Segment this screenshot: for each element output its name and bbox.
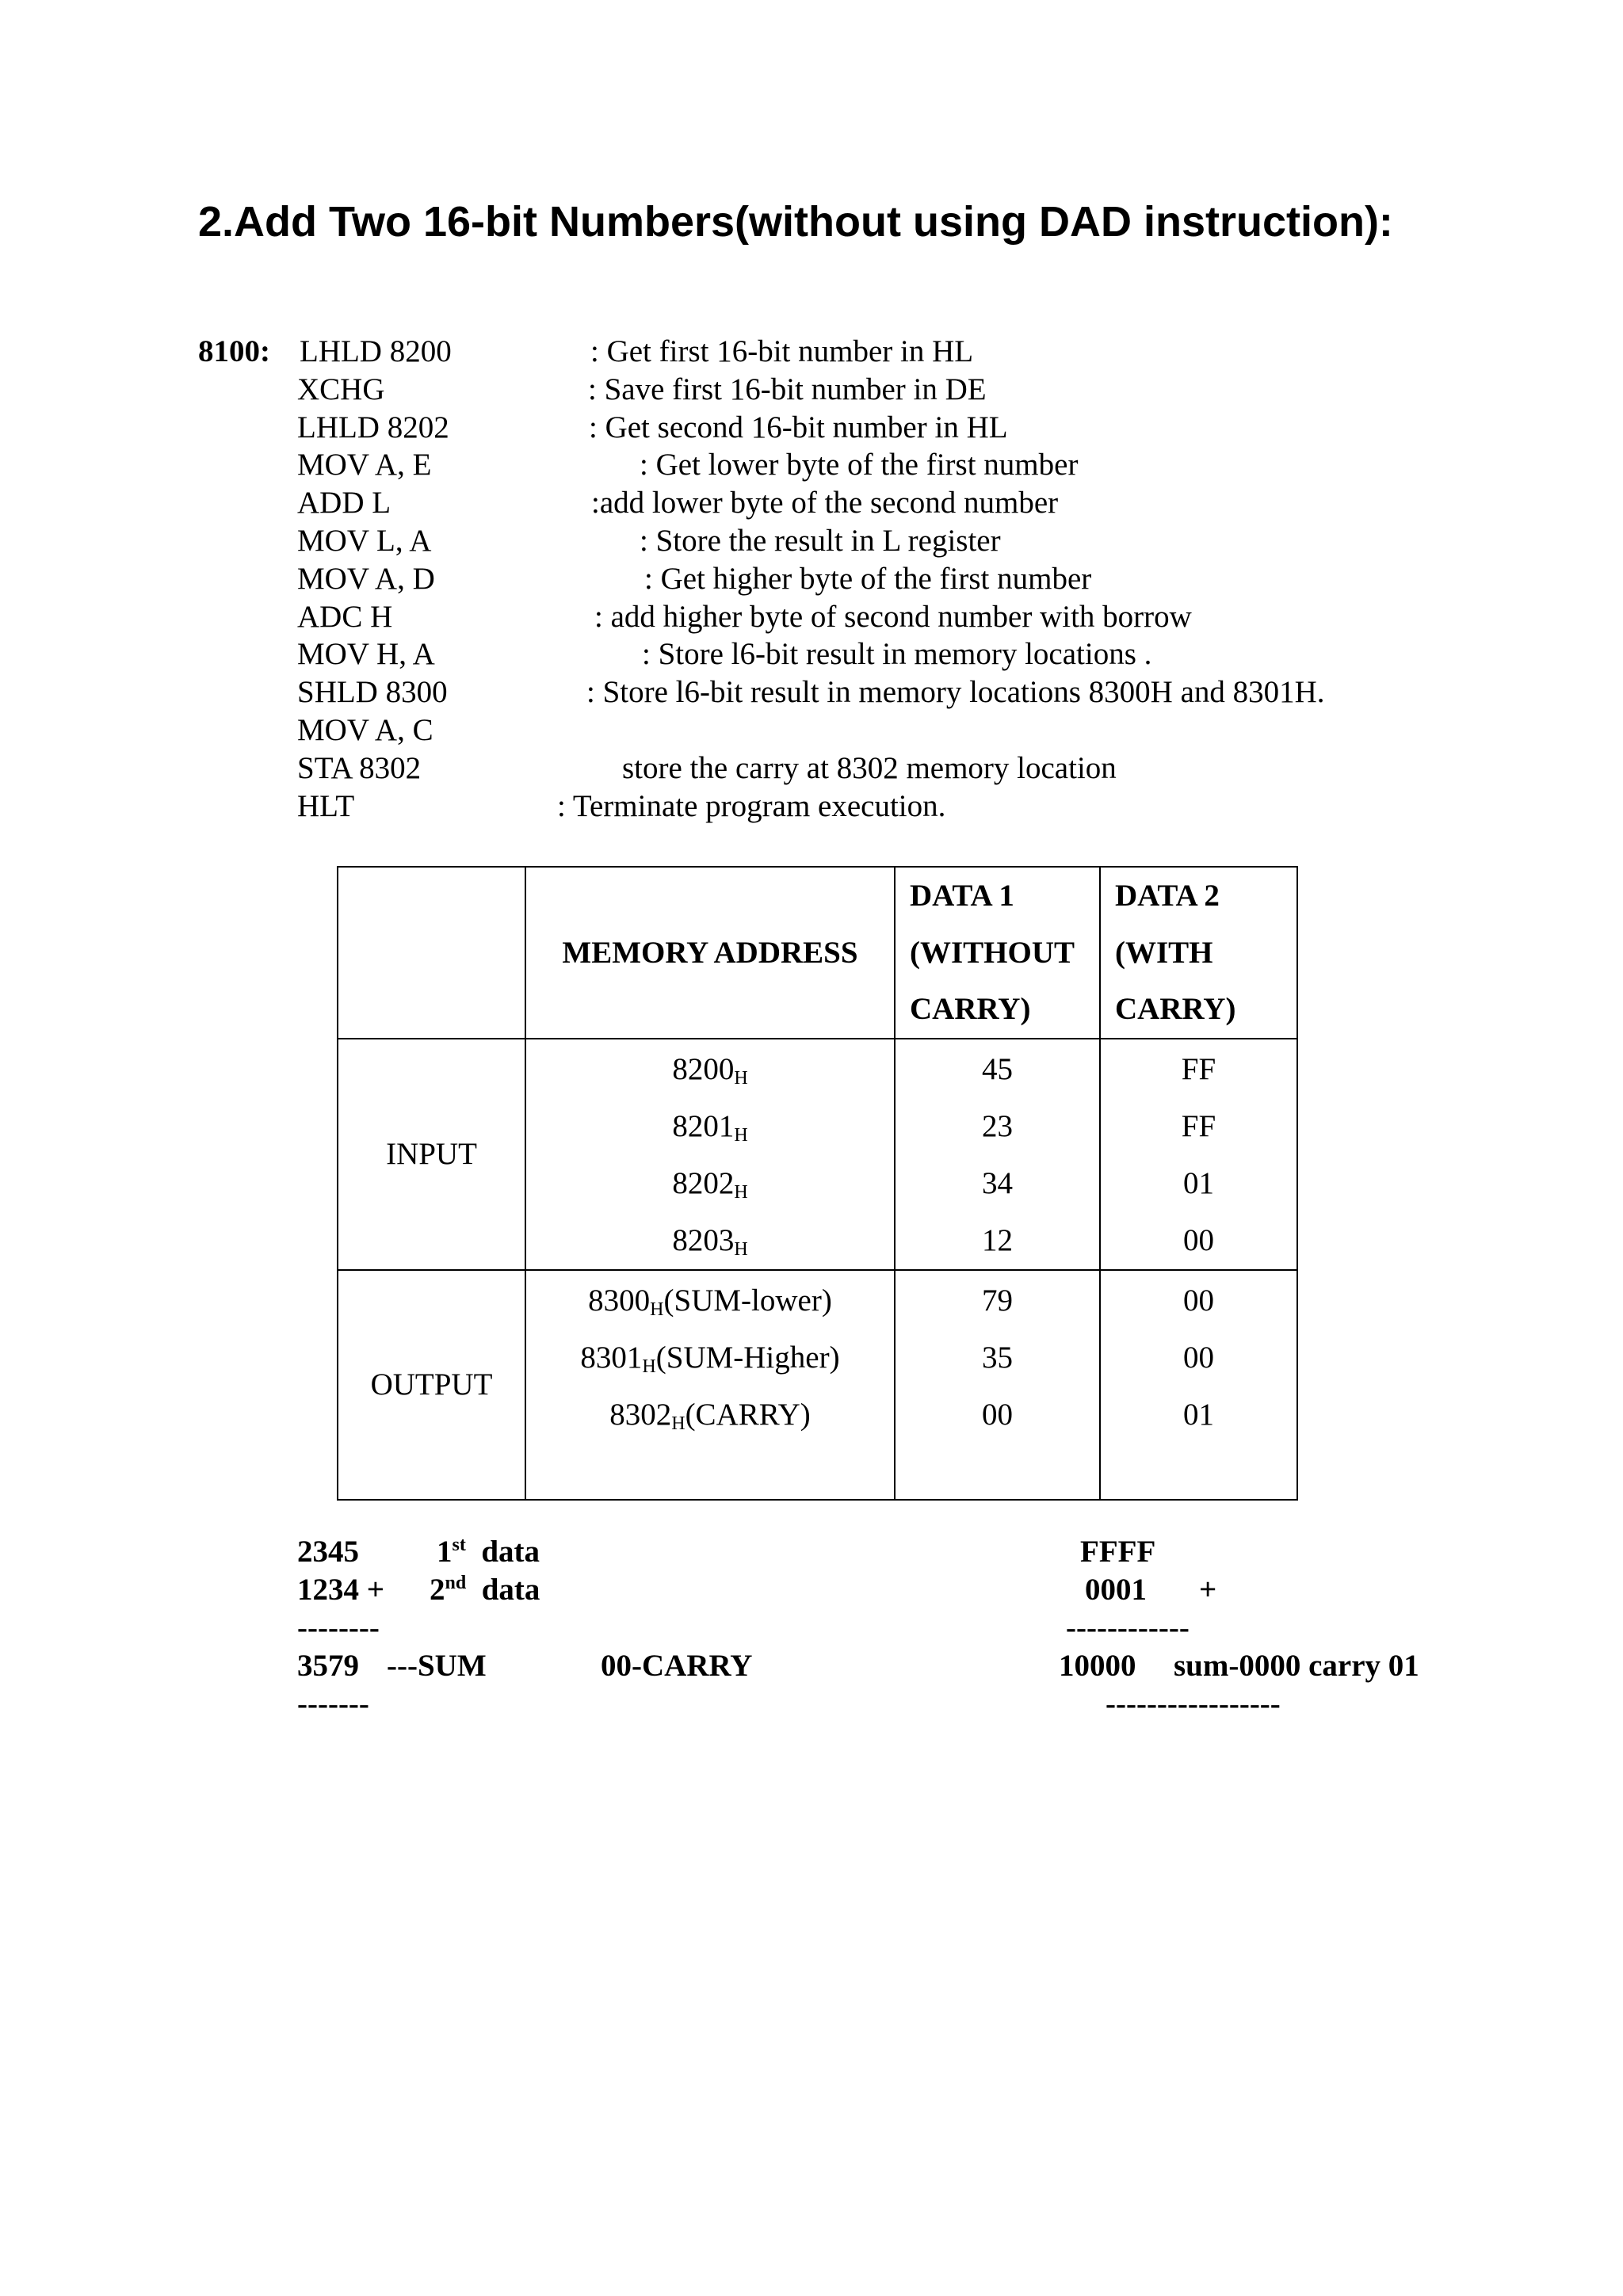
instruction: MOV A, D [297,561,435,596]
program-listing [0,333,1623,825]
program-line [0,711,1623,749]
header-data1-line: CARRY) [910,992,1031,1026]
header-data2 [1100,867,1297,1039]
instruction: MOV H, A [297,637,435,672]
instruction: MOV A, E [297,448,432,482]
comment: store the carry at 8302 memory location [622,750,1117,785]
data2-value: 01 [1183,1397,1214,1432]
program-line [0,560,1623,598]
header-data2-line: DATA 2 [1115,879,1220,913]
table-row-input [338,1039,1297,1270]
data1-value: 79 [982,1283,1013,1318]
comment: : Terminate program execution. [557,788,946,823]
output-label: OUTPUT [338,1270,525,1500]
program-line [0,484,1623,522]
program-line [0,522,1623,560]
calc-row [0,1533,1623,1571]
address-cell: $8203_H$ [672,1222,748,1260]
data1-value: 35 [982,1340,1013,1375]
instruction: SHLD 8300 [297,675,448,710]
calculation-section [0,1533,1623,1723]
sum-value: 3579 [297,1649,359,1683]
input-label: INPUT [338,1039,525,1270]
program-line [0,749,1623,788]
data2-value: 00 [1183,1222,1214,1257]
comment: : Save first 16-bit number in DE [588,372,987,406]
header-data2-line: CARRY) [1115,992,1236,1026]
right-result: 10000 [1059,1649,1136,1683]
address-cell: $8200_H$ [672,1051,748,1089]
right-result-label: sum-0000 carry 01 [1174,1649,1419,1683]
header-data1 [895,867,1100,1039]
comment: : add higher byte of second number with borrow [594,599,1192,634]
address-cell: $8302_H(CARRY)$ [609,1397,811,1434]
data1-value: 00 [982,1397,1013,1432]
address-cell: $8202_H$ [672,1165,748,1203]
program-line [0,371,1623,409]
second-number: 1234 + [297,1573,384,1607]
right-second-number: 0001 [1085,1573,1147,1607]
data1-value: 23 [982,1108,1013,1143]
first-number: 2345 [297,1535,359,1569]
program-line [0,333,1623,371]
address-cell: $8201_H$ [672,1108,748,1146]
program-line [0,446,1623,484]
output-data2 [1100,1270,1297,1500]
comment: : Store l6-bit result in memory locations 8300H and 8301H. [586,675,1325,710]
comment: : Get first 16-bit number in HL [590,334,974,368]
comment: : Get higher byte of the first number [644,561,1092,596]
instruction: XCHG [297,372,385,406]
header-empty-cell [338,867,525,1039]
input-data2 [1100,1039,1297,1270]
header-data1-line: (WITHOUT [910,935,1075,970]
table-header-row [338,867,1297,1039]
data1-value: 34 [982,1165,1013,1200]
data2-value: 01 [1183,1165,1214,1200]
data2-value: FF [1181,1051,1216,1086]
header-data1-line: DATA 1 [910,879,1014,913]
comment: : Store the result in L register [640,523,1001,558]
input-data1 [895,1039,1100,1270]
comment: : Get lower byte of the first number [640,448,1079,482]
program-line [0,635,1623,673]
calc-row [0,1647,1623,1685]
instruction: ADD L [297,486,391,521]
calc-row [0,1609,1623,1647]
calc-row [0,1571,1623,1609]
second-data-label: 2nd data [430,1573,540,1607]
comment: :add lower byte of the second number [591,486,1059,521]
address-cell: $8301_H(SUM-Higher)$ [580,1340,840,1377]
program-line [0,598,1623,636]
output-data1 [895,1270,1100,1500]
memory-table [337,866,1298,1501]
left-rule: -------- [297,1611,380,1645]
data2-value: 00 [1183,1340,1214,1375]
page-title: 2.Add Two 16-bit Numbers(without using DAD instruction): [198,198,1393,246]
header-memory-address: MEMORY ADDRESS [525,867,895,1039]
program-line [0,409,1623,447]
header-data2-line: (WITH [1115,935,1213,970]
instruction: STA 8302 [297,750,422,785]
instruction: MOV A, C [297,712,433,747]
data1-value: 45 [982,1051,1013,1086]
carry-value: 00-CARRY [601,1649,753,1683]
left-rule: ------- [297,1687,369,1721]
comment: : Store l6-bit result in memory locations . [642,637,1152,672]
instruction: LHLD 8200 [300,334,452,368]
first-data-label: 1st data [437,1535,540,1569]
right-first-number: FFFF [1080,1535,1156,1569]
instruction: LHLD 8202 [297,410,449,444]
instruction: MOV L, A [297,523,432,558]
input-addresses [525,1039,895,1270]
sum-label: ---SUM [387,1649,487,1683]
calc-row [0,1685,1623,1723]
start-address: 8100: [198,334,270,368]
right-rule: ------------ [1066,1611,1190,1645]
data2-value: 00 [1183,1283,1214,1318]
program-line [0,673,1623,711]
right-plus: + [1199,1573,1217,1607]
instruction: HLT [297,788,355,823]
data2-value: FF [1181,1108,1216,1143]
comment: : Get second 16-bit number in HL [589,410,1008,444]
table-row-output [338,1270,1297,1500]
output-addresses [525,1270,895,1500]
instruction: ADC H [297,599,393,634]
data1-value: 12 [982,1222,1013,1257]
right-rule: ----------------- [1106,1687,1281,1721]
program-line [0,788,1623,826]
address-cell: $8300_H(SUM-lower)$ [588,1283,832,1320]
